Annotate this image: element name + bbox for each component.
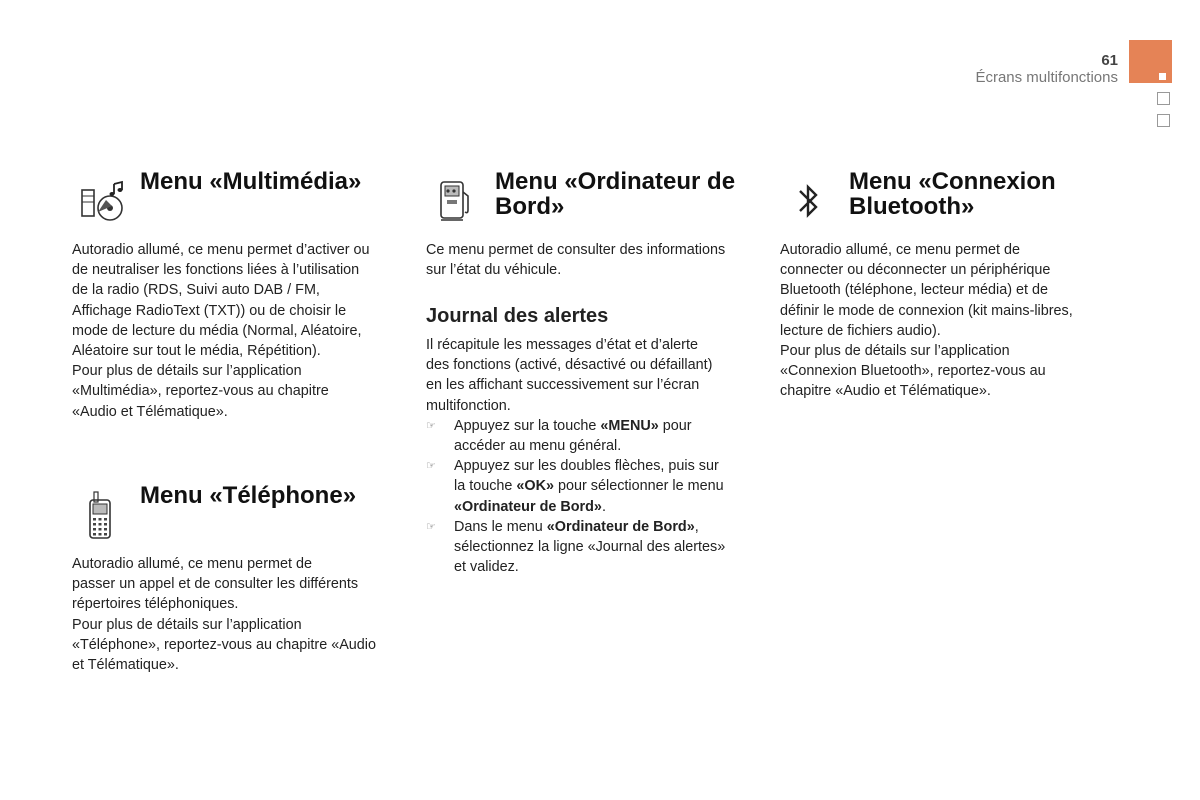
fuel-pump-icon (438, 180, 498, 230)
text-line: sélectionnez la ligne «Journal des alertes» (454, 539, 726, 556)
text-line: «Multimédia», reportez-vous au chapitre (72, 383, 329, 400)
text-line: mode de lecture du média (Normal, Aléatoire, (72, 322, 362, 339)
text-line: de neutraliser les fonctions liées à l’utilisation (72, 262, 360, 279)
text-line: répertoires téléphoniques. (72, 596, 239, 613)
text-line: «Ordinateur de Bord». (454, 498, 606, 515)
text-line: «Connexion Bluetooth», reportez-vous au (780, 363, 1046, 380)
text-line: définir le mode de connexion (kit mains-libres, (780, 302, 1073, 319)
text-line: la touche «OK» pour sélectionner le menu (454, 478, 724, 495)
bluetooth-menu-title (849, 169, 1056, 219)
text-line: Ce menu permet de consulter des informations (426, 242, 726, 258)
text-line: lecture de fichiers audio). (780, 322, 941, 339)
text-line: Pour plus de détails sur l’application (72, 363, 302, 380)
text-line: Pour plus de détails sur l’application (72, 616, 302, 633)
title-line: Bluetooth» (849, 193, 975, 220)
bluetooth-icon (796, 180, 856, 230)
chapter-tab-box (1157, 114, 1170, 127)
text-line: multifonction. (426, 397, 511, 414)
telephone-menu-title: Menu «Téléphone» (140, 482, 357, 509)
text-line: Affichage RadioText (TXT)) ou de choisir le (72, 302, 347, 319)
text-line: «Téléphone», reportez-vous au chapitre «Audio (72, 636, 377, 653)
text-line: Appuyez sur la touche «MENU» pour (454, 417, 692, 434)
text-line: de la radio (RDS, Suivi auto DAB / FM, (72, 282, 320, 299)
text-line: Autoradio allumé, ce menu permet d’activer ou (72, 242, 370, 258)
text-line: passer un appel et de consulter les différents (72, 576, 359, 593)
pointing-hand-icon: ☞ (426, 419, 436, 432)
text-line: chapitre «Audio et Télématique». (780, 383, 991, 400)
text-line: des fonctions (activé, désactivé ou défaillant) (426, 357, 713, 374)
pointing-hand-icon: ☞ (426, 520, 436, 533)
instruction-item (426, 456, 756, 517)
alerts-log-description (426, 335, 756, 577)
text-line: sur l’état du véhicule. (426, 262, 562, 279)
text-line: «Audio et Télématique». (72, 403, 228, 420)
text-line: Bluetooth (téléphone, lecteur média) et de (780, 282, 1048, 299)
text-line: Autoradio allumé, ce menu permet de (780, 242, 1020, 258)
text-line: en les affichant successivement sur l’écran (426, 377, 700, 394)
mobile-phone-icon (86, 490, 146, 540)
chapter-tab-box (1157, 92, 1170, 105)
text-line: Autoradio allumé, ce menu permet de (72, 556, 312, 572)
alerts-log-title: Journal des alertes (426, 305, 609, 327)
text-line: accéder au menu général. (454, 438, 622, 455)
instruction-item (426, 517, 756, 578)
section-title: Écrans multifonctions (975, 69, 1118, 86)
text-line: Il récapitule les messages d’état et d’alerte (426, 337, 698, 353)
bluetooth-description (780, 240, 1073, 402)
title-line: Menu «Ordinateur de (495, 168, 736, 195)
title-line: Menu «Connexion (849, 168, 1056, 195)
text-line: Aléatoire sur tout le média, Répétition). (72, 343, 321, 360)
text-line: Pour plus de détails sur l’application (780, 343, 1010, 360)
multimedia-music-icon (78, 178, 138, 228)
text-line: Dans le menu «Ordinateur de Bord», (454, 518, 699, 535)
title-line: Bord» (495, 193, 565, 220)
pointing-hand-icon: ☞ (426, 460, 436, 473)
telephone-description (72, 554, 376, 675)
instruction-item (426, 416, 756, 456)
chapter-tab-dot (1159, 73, 1166, 80)
page-number: 61 (1101, 52, 1118, 69)
multimedia-description (72, 240, 370, 422)
text-line: et validez. (454, 559, 519, 576)
chapter-tab-active (1129, 40, 1172, 83)
computer-description (426, 240, 725, 280)
text-line: Appuyez sur les doubles flèches, puis sur (454, 458, 719, 475)
text-line: connecter ou déconnecter un périphérique (780, 262, 1051, 279)
computer-menu-title (495, 169, 735, 219)
text-line: et Télématique». (72, 657, 179, 674)
multimedia-menu-title: Menu «Multimédia» (140, 168, 362, 195)
